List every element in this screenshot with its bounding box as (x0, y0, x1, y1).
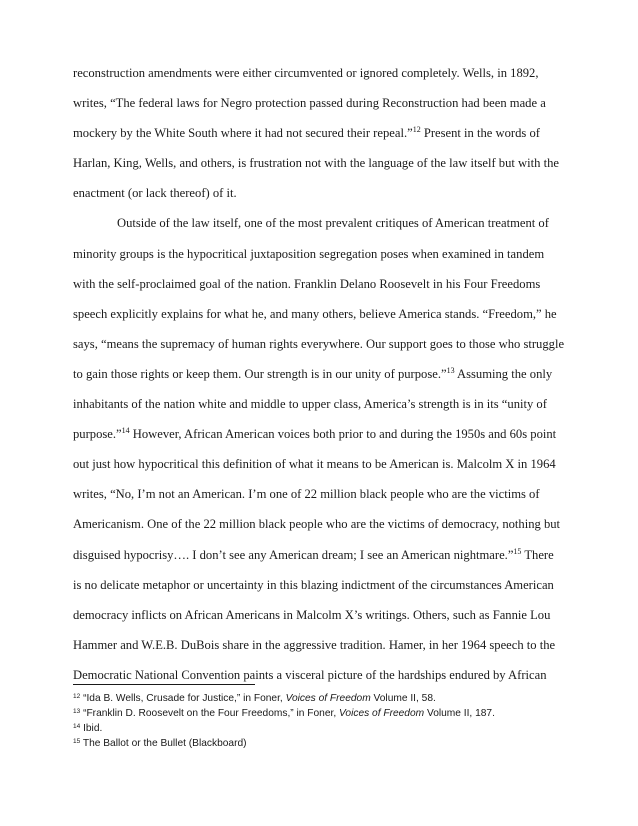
text-line-19: democracy inflicts on African Americans in Malcolm X’s writings. Others, such as Fannie Lou (73, 607, 551, 622)
text-line-8: with the self-proclaimed goal of the nation. Franklin Delano Roosevelt in his Four Freedoms (73, 276, 541, 291)
text-line-14: out just how hypocritical this definition of what it means to be American is. Malcolm X in 1964 (73, 457, 556, 472)
footnote-15: $^{15}$ The Ballot or the Bullet (Blackboard) (73, 738, 247, 749)
footnote-13: $^{13}$ “Franklin D. Roosevelt on the Four Freedoms,” in Foner, Voices of Freedom Volume II, 187. (73, 708, 495, 719)
text-line-5: enactment (or lack thereof) of it. (73, 186, 237, 201)
footnote-ref-14[interactable]: 14 (121, 426, 130, 436)
text-line-10: says, “means the supremacy of human rights everywhere. Our support goes to those who struggle (73, 336, 565, 351)
text-line-21: Democratic National Convention paints a visceral picture of the hardships endured by African (73, 667, 547, 682)
footnotes (73, 691, 573, 751)
footnote-12: $^{12}$ “Ida B. Wells, Crusade for Justice,” in Foner, Voices of Freedom Volume II, 58. (73, 693, 436, 704)
text-line-15: writes, “No, I’m not an American. I’m one of 22 million black people who are the victims of (73, 487, 540, 502)
body-text (73, 58, 573, 690)
footnote-separator (73, 684, 255, 685)
footnote-ref-13[interactable]: 13 (446, 365, 455, 375)
text-line-4: Harlan, King, Wells, and others, is frustration not with the language of the law itself but with the (73, 156, 559, 171)
text-line-16: Americanism. One of the 22 million black people who are the victims of democracy, nothing but (73, 517, 561, 532)
text-line-3: mockery by the White South where it had not secured their repeal.”$^{12}$ Present in the words of (73, 125, 540, 141)
text-line-1: reconstruction amendments were either circumvented or ignored completely. Wells, in 1892, (73, 66, 539, 80)
text-line-20: Hammer and W.E.B. DuBois share in the aggressive tradition. Hamer, in her 1964 speech to the (73, 637, 556, 652)
text-line-13: purpose.”$^{14}$ However, African American voices both prior to and during the 1950s and 60s point (73, 426, 557, 442)
footnote-ref-12[interactable]: 12 (412, 125, 421, 135)
text-line-7: minority groups is the hypocritical juxtaposition segregation poses when examined in tandem (73, 246, 545, 261)
text-line-11: to gain those rights or keep them. Our strength is in our unity of purpose.”$^{13}$ Assuming the only (73, 365, 553, 381)
footnote-14: $^{14}$ Ibid. (73, 723, 103, 734)
text-line-12: inhabitants of the nation white and middle to upper class, America’s strength is in its “unity of (73, 397, 547, 412)
text-line-2: writes, “The federal laws for Negro protection passed during Reconstruction had been made a (73, 96, 546, 111)
text-line-17: disguised hypocrisy…. I don’t see any American dream; I see an American nightmare.”$^{15}$ There (73, 546, 554, 562)
text-line-18: is no delicate metaphor or uncertainty in this blazing indictment of the circumstances American (73, 577, 554, 592)
text-line-9: speech explicitly explains for what he, and many others, believe America stands. “Freedom,” he (73, 306, 557, 321)
text-line-6: Outside of the law itself, one of the most prevalent critiques of American treatment of (117, 216, 549, 231)
footnote-ref-15[interactable]: 15 (513, 546, 522, 556)
